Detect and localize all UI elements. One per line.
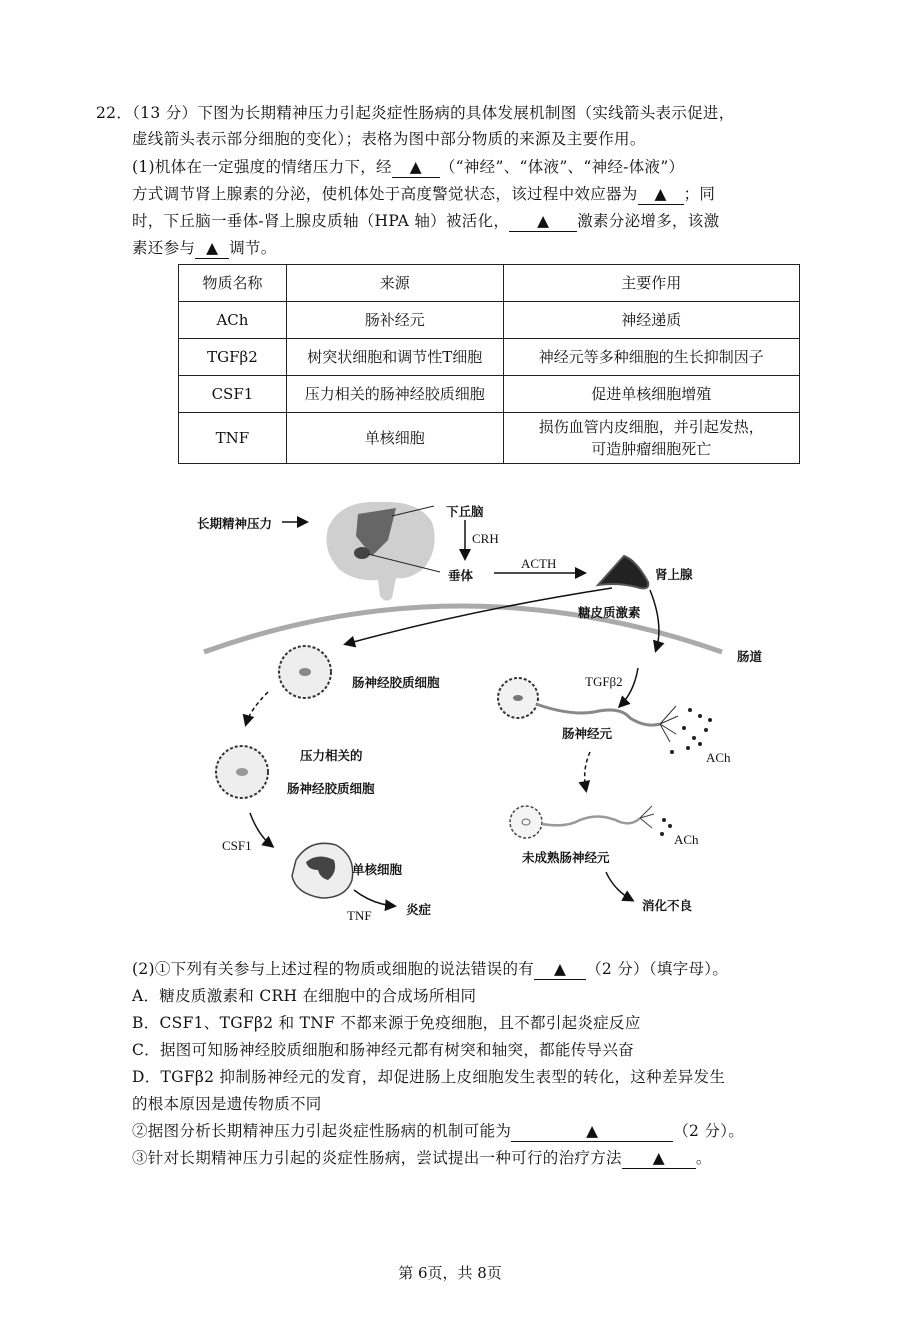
answer-blank-5[interactable]: ▲ bbox=[534, 959, 586, 980]
brain-icon bbox=[327, 502, 441, 601]
option-d-line-1: D．TGFβ2 抑制肠神经元的发育，却促进肠上皮细胞发生表型的转化，这种差异发生 bbox=[132, 1068, 726, 1086]
option-b: B．CSF1、TGFβ2 和 TNF 不都来源于免疫细胞，且不都引起炎症反应 bbox=[132, 1014, 641, 1032]
answer-blank-1[interactable]: ▲ bbox=[392, 157, 440, 178]
csf1-arrow bbox=[250, 813, 272, 846]
part2-q3-text: ③针对长期精神压力引起的炎症性肠病，尝试提出一种可行的治疗方法 bbox=[132, 1149, 622, 1167]
page-footer: 第 6页，共 8页 bbox=[398, 1264, 502, 1282]
part1-text: 激素分泌增多，该激 bbox=[577, 212, 720, 230]
intestine-wall bbox=[204, 606, 722, 652]
option-c: C．据图可知肠神经胶质细胞和肠神经元都有树突和轴突，都能传导兴奋 bbox=[132, 1041, 634, 1059]
table-cell: 树突状细胞和调节性T细胞 bbox=[286, 339, 503, 376]
part1-text: 方式调节肾上腺素的分泌，使机体处于高度警觉状态，该过程中效应器为 bbox=[132, 185, 638, 203]
part1-options-text: （“神经”、“体液”、“神经-体液”） bbox=[439, 158, 685, 176]
part1-text: 调节。 bbox=[229, 239, 277, 257]
part1-text: ；同 bbox=[683, 185, 716, 203]
label-glial-cell: 肠神经胶质细胞 bbox=[352, 675, 440, 690]
part2-q3 bbox=[132, 1145, 712, 1171]
adrenal-gland-icon bbox=[598, 556, 648, 588]
label-tnf: TNF bbox=[347, 908, 372, 923]
label-ach-1: ACh bbox=[706, 750, 731, 765]
dyspepsia-arrow bbox=[606, 872, 632, 900]
answer-blank-3[interactable]: ▲ bbox=[509, 211, 577, 232]
tnf-arrow bbox=[354, 890, 394, 906]
tgfb2-arrow bbox=[620, 668, 638, 706]
glial-change-arrow bbox=[246, 692, 268, 724]
part2-q1-text: (2)①下列有关参与上述过程的物质或细胞的说法错误的有 bbox=[132, 960, 535, 978]
question-intro-2: 虚线箭头表示部分细胞的变化）；表格为图中部分物质的来源及主要作用。 bbox=[132, 130, 646, 148]
table-header: 物质名称 bbox=[179, 265, 287, 302]
label-enteric-neuron: 肠神经元 bbox=[562, 726, 613, 741]
label-csf1: CSF1 bbox=[222, 838, 252, 853]
label-immature-neuron: 未成熟肠神经元 bbox=[522, 850, 610, 865]
part2-q1-suffix: （2 分）（填字母）。 bbox=[586, 960, 729, 978]
answer-blank-2[interactable]: ▲ bbox=[638, 184, 684, 205]
table-cell: 神经递质 bbox=[503, 302, 800, 339]
label-adrenal: 肾上腺 bbox=[655, 567, 693, 582]
label-pituitary: 垂体 bbox=[448, 568, 474, 583]
answer-blank-4[interactable]: ▲ bbox=[195, 238, 229, 259]
answer-blank-7[interactable]: ▲ bbox=[622, 1148, 696, 1169]
part2-q2-suffix: （2 分）。 bbox=[673, 1122, 745, 1140]
table-cell: 神经元等多种细胞的生长抑制因子 bbox=[503, 339, 800, 376]
label-tgfb2: TGFβ2 bbox=[585, 674, 623, 689]
table-cell: CSF1 bbox=[179, 376, 287, 413]
table-cell: 压力相关的肠神经胶质细胞 bbox=[286, 376, 503, 413]
part1-text: 时，下丘脑一垂体-肾上腺皮质轴（HPA 轴）被活化， bbox=[132, 212, 510, 230]
immature-neuron-icon bbox=[510, 806, 654, 838]
glucocorticoid-arrow-down bbox=[650, 590, 659, 650]
label-glucocorticoid: 糖皮质激素 bbox=[578, 605, 641, 620]
label-stress-glial-1: 压力相关的 bbox=[300, 748, 363, 763]
stress-glial-cell-icon bbox=[216, 746, 268, 798]
label-crh: CRH bbox=[472, 531, 499, 546]
table-cell: ACh bbox=[179, 302, 287, 339]
answer-blank-6[interactable]: ▲ bbox=[511, 1121, 673, 1142]
monocyte-icon bbox=[292, 843, 353, 898]
label-stress: 长期精神压力 bbox=[197, 516, 273, 531]
table-cell: TNF bbox=[179, 413, 287, 464]
label-monocyte: 单核细胞 bbox=[352, 862, 403, 877]
glial-cell-icon bbox=[279, 646, 331, 698]
table-cell: 促进单核细胞增殖 bbox=[503, 376, 800, 413]
question-number: 22． bbox=[96, 104, 133, 122]
table-cell: 肠补经元 bbox=[286, 302, 503, 339]
table-header: 主要作用 bbox=[503, 265, 800, 302]
part1-text: 素还参与 bbox=[132, 239, 196, 257]
part2-q1 bbox=[132, 956, 728, 982]
table-cell: TGFβ2 bbox=[179, 339, 287, 376]
ach-vesicles-2 bbox=[660, 818, 672, 836]
label-ach-2: ACh bbox=[674, 832, 699, 847]
part2-q2-text: ②据图分析长期精神压力引起炎症性肠病的机制可能为 bbox=[132, 1122, 512, 1140]
label-hypothalamus: 下丘脑 bbox=[446, 504, 484, 519]
option-d-line-2: 的根本原因是遗传物质不同 bbox=[132, 1095, 322, 1113]
table-cell-line: 损伤血管内皮细胞，并引起发热， bbox=[538, 418, 764, 436]
ach-vesicles-1 bbox=[670, 708, 712, 754]
question-intro: （13 分）下图为长期精神压力引起炎症性肠病的具体发展机制图（实线箭头表示促进， bbox=[132, 104, 735, 122]
option-a: A．糖皮质激素和 CRH 在细胞中的合成场所相同 bbox=[132, 987, 477, 1005]
part2-q3-suffix: 。 bbox=[695, 1149, 712, 1167]
label-acth: ACTH bbox=[521, 556, 557, 571]
label-inflammation: 炎症 bbox=[406, 902, 432, 917]
label-stress-glial-2: 肠神经胶质细胞 bbox=[287, 781, 375, 796]
neuron-change-arrow bbox=[585, 752, 590, 790]
part1-text: (1)机体在一定强度的情绪压力下，经 bbox=[132, 158, 392, 176]
label-dyspepsia: 消化不良 bbox=[642, 898, 693, 913]
part2-q2 bbox=[132, 1118, 744, 1144]
table-header: 来源 bbox=[286, 265, 503, 302]
table-cell: 单核细胞 bbox=[286, 413, 503, 464]
table-cell-line: 可造肿瘤细胞死亡 bbox=[591, 440, 712, 458]
label-intestine: 肠道 bbox=[737, 649, 763, 664]
